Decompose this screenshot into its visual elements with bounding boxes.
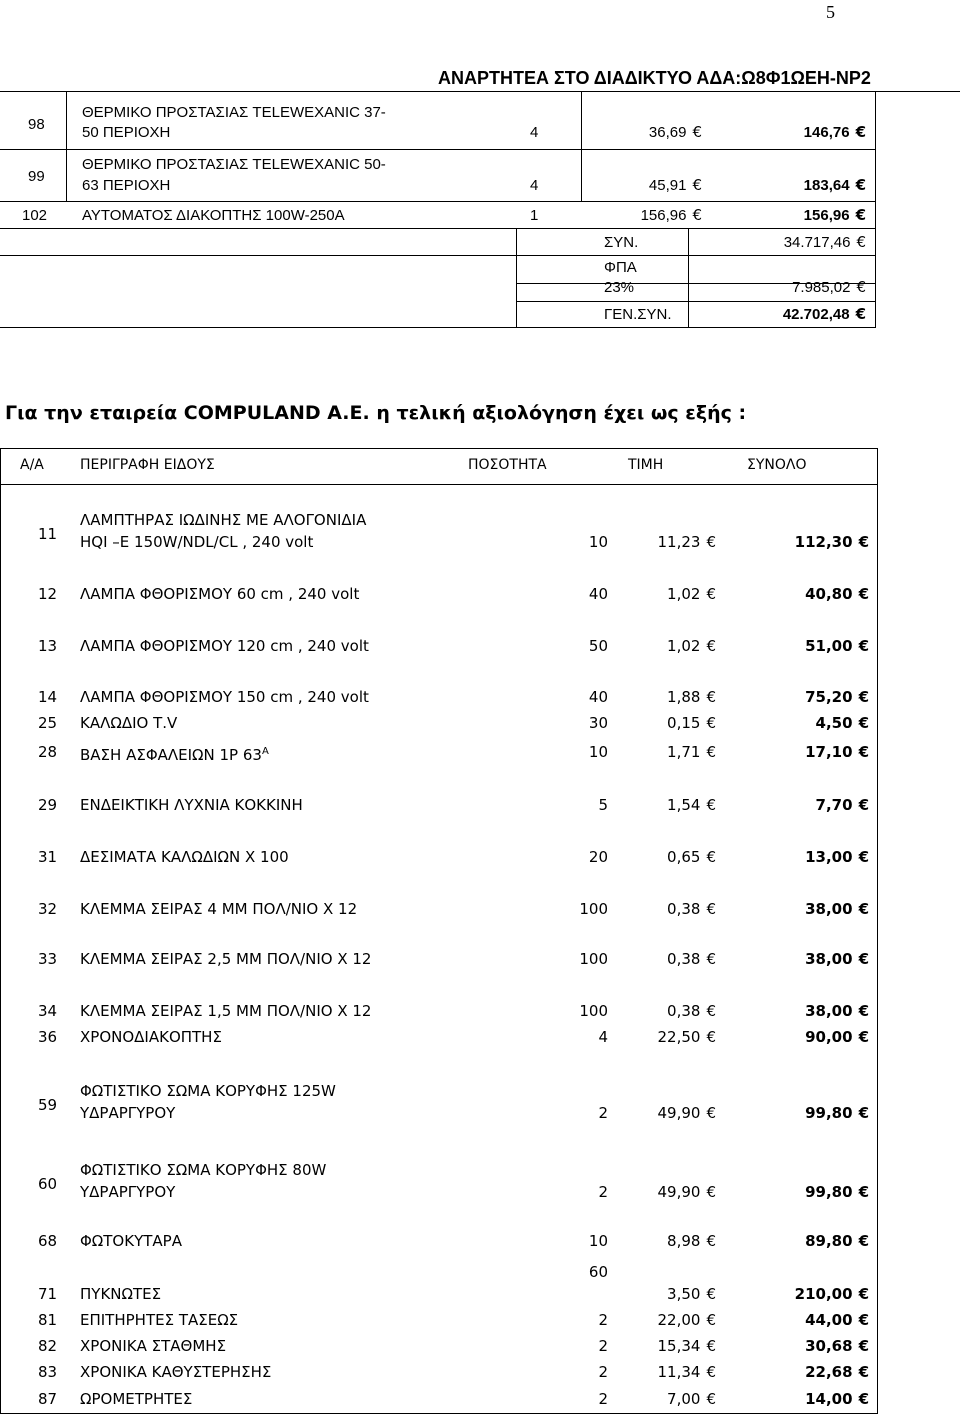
item-price-cell xyxy=(612,1336,716,1356)
euro-icon: € xyxy=(706,796,716,814)
item-quantity: 100 xyxy=(579,950,608,968)
item-total: 75,20 xyxy=(805,688,853,706)
item-total-cell xyxy=(712,899,869,919)
item-price-cell xyxy=(612,713,716,733)
item-total-cell xyxy=(712,687,869,707)
euro-icon: € xyxy=(856,233,866,251)
ampere-superscript: Α xyxy=(261,746,269,757)
item-price: 36,69 xyxy=(648,124,687,141)
euro-icon: € xyxy=(855,305,866,323)
item-price: 1,54 xyxy=(667,796,701,814)
item-price: 7,00 xyxy=(667,1390,701,1408)
summary-grand-value: 42.702,48 xyxy=(782,306,850,323)
row-number: 14 xyxy=(38,688,58,706)
euro-icon: € xyxy=(858,950,869,968)
euro-icon: € xyxy=(706,533,716,551)
euro-icon: € xyxy=(706,1285,716,1303)
item-description: ΔΕΣΙΜΑΤΑ ΚΑΛΩΔΙΩΝ Χ 100 xyxy=(80,848,289,866)
euro-icon: € xyxy=(858,1183,869,1201)
item-total-cell xyxy=(712,1389,869,1409)
item-quantity: 60 xyxy=(588,1263,608,1281)
item-price-cell xyxy=(612,795,716,815)
item-description: ΧΡΟΝΟΔΙΑΚΟΠΤΗΣ xyxy=(80,1028,222,1046)
euro-icon: € xyxy=(706,1028,716,1046)
euro-icon: € xyxy=(706,1311,716,1329)
item-price-cell xyxy=(612,949,716,969)
item-quantity: 2 xyxy=(598,1183,608,1201)
item-price: 8,98 xyxy=(667,1232,701,1250)
item-total: 38,00 xyxy=(805,1002,853,1020)
row-number: 98 xyxy=(28,116,45,133)
item-price-cell xyxy=(612,1027,716,1047)
item-price-cell xyxy=(612,636,716,656)
item-price: 0,65 xyxy=(667,848,701,866)
item-total-cell xyxy=(712,1001,869,1021)
item-total-cell xyxy=(712,949,869,969)
item-total: 99,80 xyxy=(805,1104,853,1122)
euro-icon: € xyxy=(858,1104,869,1122)
item-total: 89,80 xyxy=(805,1232,853,1250)
row-number: 12 xyxy=(38,585,58,603)
item-description-cont: 63 ΠΕΡΙΟΧΗ xyxy=(82,177,171,194)
item-price-cell xyxy=(612,1389,716,1409)
item-total: 183,64 xyxy=(803,177,850,194)
item-price: 1,88 xyxy=(667,688,701,706)
euro-icon: € xyxy=(858,1311,869,1329)
item-quantity: 20 xyxy=(588,848,608,866)
item-total-cell xyxy=(712,847,869,867)
item-description: ΑΥΤΟΜΑΤΟΣ ΔΙΑΚΟΠΤΗΣ 100W-250A xyxy=(82,207,345,224)
row-number: 102 xyxy=(22,207,48,224)
item-price: 0,38 xyxy=(667,900,701,918)
row-number: 33 xyxy=(38,950,58,968)
euro-icon: € xyxy=(858,1028,869,1046)
row-number: 36 xyxy=(38,1028,58,1046)
euro-icon: € xyxy=(858,1002,869,1020)
euro-icon: € xyxy=(706,585,716,603)
item-total-cell xyxy=(712,713,869,733)
euro-icon: € xyxy=(706,743,716,761)
item-price: 11,23 xyxy=(657,533,701,551)
item-description: ΘΕΡΜΙΚΟ ΠΡΟΣΤΑΣΙΑΣ TELEWEXANIC 37- xyxy=(82,104,386,121)
item-price: 0,15 xyxy=(667,714,701,732)
item-price-cell xyxy=(584,206,702,225)
item-quantity: 1 xyxy=(530,207,539,224)
euro-icon: € xyxy=(858,637,869,655)
item-price: 1,02 xyxy=(667,637,701,655)
euro-icon: € xyxy=(706,1363,716,1381)
euro-icon: € xyxy=(692,206,702,224)
euro-icon: € xyxy=(706,1232,716,1250)
item-description-wrap xyxy=(80,742,269,765)
item-price-cell xyxy=(612,1310,716,1330)
item-description-cont: ΥΔΡΑΡΓΥΡΟΥ xyxy=(80,1183,176,1201)
item-price: 0,38 xyxy=(667,950,701,968)
row-number: 13 xyxy=(38,637,58,655)
row-number: 60 xyxy=(38,1175,58,1193)
euro-icon: € xyxy=(858,585,869,603)
item-description: ΚΛΕΜΜΑ ΣΕΙΡΑΣ 1,5 ΜΜ ΠΟΛ/ΝΙΟ Χ 12 xyxy=(80,1002,372,1020)
euro-icon: € xyxy=(855,176,866,194)
euro-icon: € xyxy=(706,1104,716,1122)
item-price-cell xyxy=(612,532,716,552)
item-total: 99,80 xyxy=(805,1183,853,1201)
item-quantity: 100 xyxy=(579,900,608,918)
item-description: ΛΑΜΠΑ ΦΘΟΡΙΣΜΟΥ 150 cm , 240 volt xyxy=(80,688,369,706)
item-total-cell xyxy=(712,1284,869,1304)
item-total-cell xyxy=(712,795,869,815)
evaluation-intro: Για την εταιρεία COMPULAND A.E. η τελική αξιολόγηση έχει ως εξής : xyxy=(5,402,747,424)
euro-icon: € xyxy=(858,1337,869,1355)
item-description-cont: ΥΔΡΑΡΓΥΡΟΥ xyxy=(80,1104,176,1122)
item-price-cell xyxy=(584,123,702,142)
item-price-cell xyxy=(612,847,716,867)
item-quantity: 4 xyxy=(598,1028,608,1046)
column-header-aa: Α/Α xyxy=(20,457,44,473)
euro-icon: € xyxy=(706,714,716,732)
euro-icon: € xyxy=(858,1390,869,1408)
item-total: 44,00 xyxy=(805,1311,853,1329)
item-total-cell xyxy=(712,742,869,762)
row-number: 82 xyxy=(38,1337,58,1355)
row-number: 25 xyxy=(38,714,58,732)
item-total-cell xyxy=(712,1362,869,1382)
euro-icon: € xyxy=(858,848,869,866)
euro-icon: € xyxy=(858,1363,869,1381)
euro-icon: € xyxy=(858,900,869,918)
item-total-cell xyxy=(712,1103,869,1123)
item-price: 22,00 xyxy=(657,1311,701,1329)
item-price: 0,38 xyxy=(667,1002,701,1020)
item-quantity: 2 xyxy=(598,1104,608,1122)
euro-icon: € xyxy=(858,796,869,814)
item-description: ΧΡΟΝΙΚΑ ΣΤΑΘΜΗΣ xyxy=(80,1337,227,1355)
item-total-cell xyxy=(712,1310,869,1330)
summary-sum-label: ΣΥΝ. xyxy=(604,234,639,251)
euro-icon: € xyxy=(706,637,716,655)
euro-icon: € xyxy=(692,123,702,141)
euro-icon: € xyxy=(692,176,702,194)
item-total: 22,68 xyxy=(805,1363,853,1381)
item-quantity: 50 xyxy=(588,637,608,655)
item-quantity: 10 xyxy=(588,1232,608,1250)
item-total: 146,76 xyxy=(803,124,850,141)
item-total: 90,00 xyxy=(805,1028,853,1046)
item-total: 38,00 xyxy=(805,900,853,918)
item-total-cell xyxy=(700,206,866,225)
item-total-cell xyxy=(712,1182,869,1202)
item-total-cell xyxy=(712,1231,869,1251)
item-total: 30,68 xyxy=(805,1337,853,1355)
item-quantity: 4 xyxy=(530,124,539,141)
euro-icon: € xyxy=(858,1285,869,1303)
euro-icon: € xyxy=(706,1183,716,1201)
item-price: 11,34 xyxy=(657,1363,701,1381)
item-description: ΚΛΕΜΜΑ ΣΕΙΡΑΣ 4 ΜΜ ΠΟΛ/ΝΙΟ Χ 12 xyxy=(80,900,358,918)
item-price-cell xyxy=(612,1231,716,1251)
row-number: 71 xyxy=(38,1285,58,1303)
item-price: 3,50 xyxy=(667,1285,701,1303)
euro-icon: € xyxy=(855,206,866,224)
euro-icon: € xyxy=(858,714,869,732)
row-number: 83 xyxy=(38,1363,58,1381)
row-number: 34 xyxy=(38,1002,58,1020)
page-number: 5 xyxy=(826,2,835,22)
summary-vat-label: ΦΠΑ xyxy=(604,259,637,276)
item-price-cell xyxy=(612,1001,716,1021)
row-number: 87 xyxy=(38,1390,58,1408)
item-description: ΠΥΚΝΩΤΕΣ xyxy=(80,1285,162,1303)
item-total-cell xyxy=(700,123,866,142)
euro-icon: € xyxy=(706,950,716,968)
item-quantity: 10 xyxy=(588,533,608,551)
column-header-total: ΣΥΝΟΛΟ xyxy=(747,457,807,473)
item-description: ΒΑΣΗ ΑΣΦΑΛΕΙΩΝ 1Ρ 63 xyxy=(80,746,262,764)
euro-icon: € xyxy=(858,1232,869,1250)
item-quantity: 5 xyxy=(598,796,608,814)
item-total: 38,00 xyxy=(805,950,853,968)
item-total: 112,30 xyxy=(794,533,853,551)
euro-icon: € xyxy=(706,1390,716,1408)
item-price: 45,91 xyxy=(648,177,687,194)
row-number: 32 xyxy=(38,900,58,918)
item-description: ΛΑΜΠΤΗΡΑΣ ΙΩΔΙΝΗΣ ΜΕ ΑΛΟΓΟΝΙΔΙΑ xyxy=(80,511,367,529)
item-total: 17,10 xyxy=(805,743,853,761)
item-description: ΧΡΟΝΙΚΑ ΚΑΘΥΣΤΕΡΗΣΗΣ xyxy=(80,1363,272,1381)
euro-icon: € xyxy=(858,688,869,706)
item-description: ΚΑΛΩΔΙΟ Τ.V xyxy=(80,714,178,732)
item-price-cell xyxy=(612,584,716,604)
item-total: 156,96 xyxy=(803,207,850,224)
item-total-cell xyxy=(700,176,866,195)
item-quantity: 40 xyxy=(588,585,608,603)
item-quantity: 2 xyxy=(598,1390,608,1408)
item-quantity: 2 xyxy=(598,1363,608,1381)
item-price: 156,96 xyxy=(640,207,687,224)
euro-icon: € xyxy=(706,848,716,866)
item-price: 1,02 xyxy=(667,585,701,603)
item-price-cell xyxy=(612,1182,716,1202)
item-description-cont: HQI –E 150W/NDL/CL , 240 volt xyxy=(80,533,314,551)
item-quantity: 2 xyxy=(598,1311,608,1329)
item-total: 7,70 xyxy=(815,796,853,814)
item-total-cell xyxy=(712,532,869,552)
item-total: 40,80 xyxy=(805,585,853,603)
item-total: 14,00 xyxy=(805,1390,853,1408)
summary-sum-value: 34.717,46 xyxy=(783,234,851,251)
item-price-cell xyxy=(612,1362,716,1382)
row-number: 28 xyxy=(38,743,58,761)
item-description: ΦΩΤΙΣΤΙΚΟ ΣΩΜΑ ΚΟΡΥΦΗΣ 125W xyxy=(80,1082,336,1100)
item-price: 49,90 xyxy=(657,1104,701,1122)
item-price: 49,90 xyxy=(657,1183,701,1201)
row-number: 11 xyxy=(38,525,58,543)
item-description: ΛΑΜΠΑ ΦΘΟΡΙΣΜΟΥ 120 cm , 240 volt xyxy=(80,637,369,655)
euro-icon: € xyxy=(858,743,869,761)
item-quantity: 2 xyxy=(598,1337,608,1355)
item-description: ΕΝΔΕΙΚΤΙΚΗ ΛΥΧΝΙΑ ΚΟΚΚΙΝΗ xyxy=(80,796,303,814)
item-quantity: 30 xyxy=(588,714,608,732)
item-price-cell xyxy=(612,1103,716,1123)
item-total: 210,00 xyxy=(794,1285,853,1303)
item-price: 15,34 xyxy=(657,1337,701,1355)
item-description: ΕΠΙΤΗΡΗΤΕΣ ΤΑΣΕΩΣ xyxy=(80,1311,239,1329)
document-header: ΑΝΑΡΤΗΤΕΑ ΣΤΟ ΔΙΑΔΙΚΤΥΟ ΑΔΑ:Ω8Φ1ΩΕΗ-ΝΡ2 xyxy=(438,68,871,88)
euro-icon: € xyxy=(706,688,716,706)
item-total-cell xyxy=(712,636,869,656)
item-quantity: 40 xyxy=(588,688,608,706)
item-description: ΘΕΡΜΙΚΟ ΠΡΟΣΤΑΣΙΑΣ TELEWEXANIC 50- xyxy=(82,156,386,173)
item-price-cell xyxy=(612,687,716,707)
item-description: ΚΛΕΜΜΑ ΣΕΙΡΑΣ 2,5 ΜΜ ΠΟΛ/ΝΙΟ Χ 12 xyxy=(80,950,372,968)
item-description: ΦΩΤΙΣΤΙΚΟ ΣΩΜΑ ΚΟΡΥΦΗΣ 80W xyxy=(80,1161,327,1179)
row-number: 68 xyxy=(38,1232,58,1250)
item-total: 13,00 xyxy=(805,848,853,866)
item-quantity: 10 xyxy=(588,743,608,761)
euro-icon: € xyxy=(706,1337,716,1355)
row-number: 99 xyxy=(28,168,45,185)
summary-vat-rate: 23% xyxy=(604,279,635,296)
item-price: 1,71 xyxy=(667,743,701,761)
summary-vat-value: 7.985,02 xyxy=(792,279,851,296)
item-price: 22,50 xyxy=(657,1028,701,1046)
row-number: 81 xyxy=(38,1311,58,1329)
summary-grand-label: ΓΕΝ.ΣΥΝ. xyxy=(604,306,672,323)
item-quantity: 100 xyxy=(579,1002,608,1020)
item-quantity: 4 xyxy=(530,177,539,194)
column-header-description: ΠΕΡΙΓΡΑΦΗ ΕΙΔΟΥΣ xyxy=(80,457,215,473)
item-description: ΩΡΟΜΕΤΡΗΤΕΣ xyxy=(80,1390,193,1408)
row-number: 59 xyxy=(38,1096,58,1114)
euro-icon: € xyxy=(706,900,716,918)
item-total-cell xyxy=(712,1027,869,1047)
item-price-cell xyxy=(612,742,716,762)
item-description: ΛΑΜΠΑ ΦΘΟΡΙΣΜΟΥ 60 cm , 240 volt xyxy=(80,585,360,603)
euro-icon: € xyxy=(856,278,866,296)
item-price-cell xyxy=(584,176,702,195)
item-price-cell xyxy=(612,899,716,919)
item-total: 51,00 xyxy=(805,637,853,655)
column-header-quantity: ΠΟΣΟΤΗΤΑ xyxy=(468,457,547,473)
item-total: 4,50 xyxy=(815,714,853,732)
item-total-cell xyxy=(712,584,869,604)
euro-icon: € xyxy=(706,1002,716,1020)
item-price-cell xyxy=(612,1284,716,1304)
item-description: ΦΩΤΟΚΥΤΑΡΑ xyxy=(80,1232,182,1250)
item-description-cont: 50 ΠΕΡΙΟΧΗ xyxy=(82,124,171,141)
euro-icon: € xyxy=(855,123,866,141)
row-number: 31 xyxy=(38,848,58,866)
column-header-price: ΤΙΜΗ xyxy=(628,457,664,473)
item-total-cell xyxy=(712,1336,869,1356)
row-number: 29 xyxy=(38,796,58,814)
euro-icon: € xyxy=(858,533,869,551)
